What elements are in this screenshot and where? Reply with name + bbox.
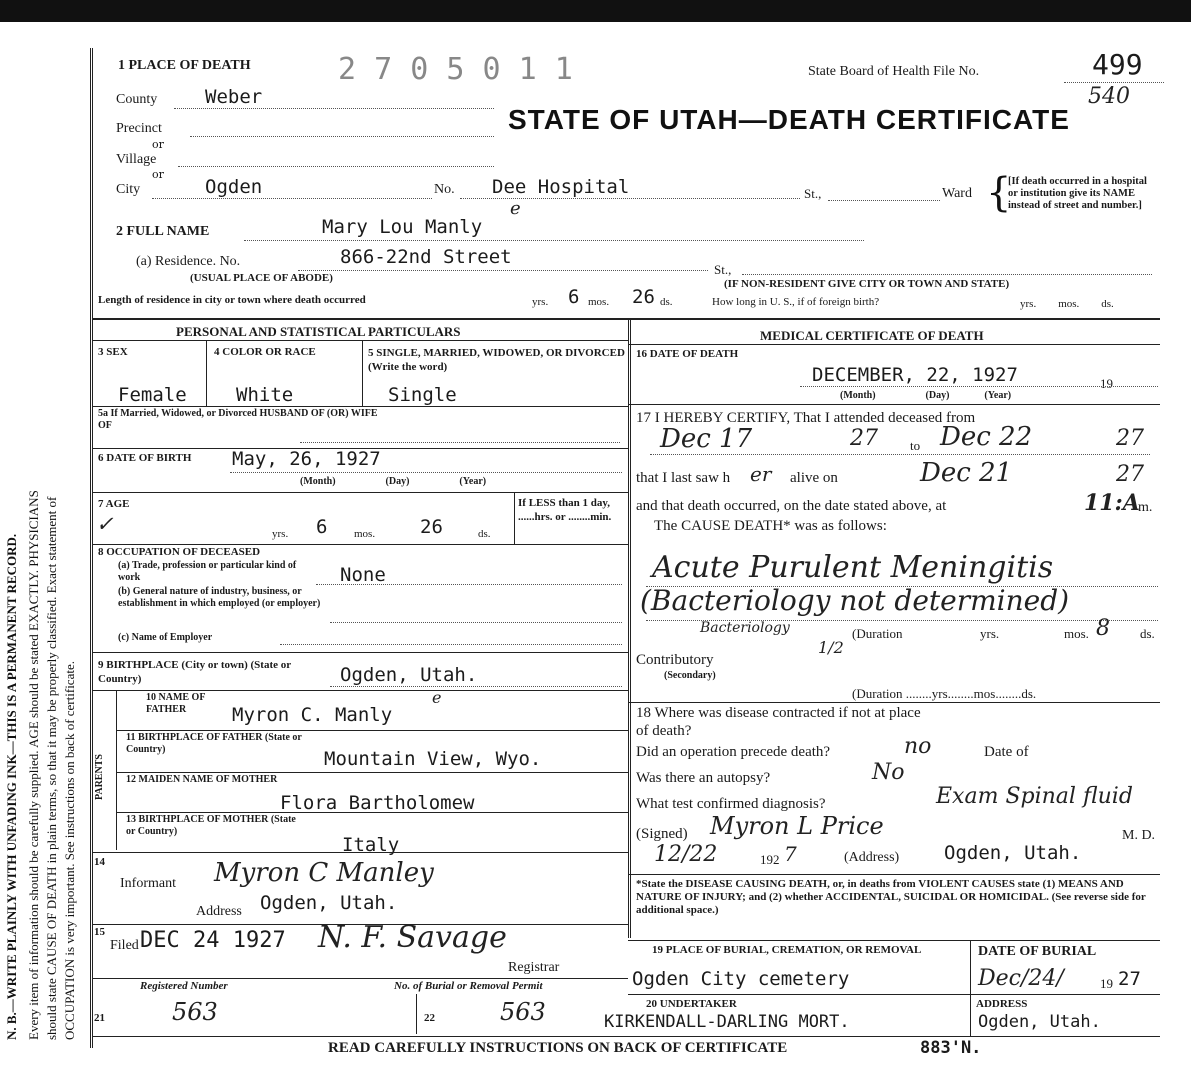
death-occurred-label: and that death occurred, on the date stated above, at (636, 498, 947, 514)
occ-line-b (330, 622, 622, 623)
city-label: City (116, 182, 141, 197)
side-note-3: should state CAUSE OF DEATH in plain terms, so that it may be properly classified. Exact statement of (44, 496, 59, 1040)
father-birthplace-value: Mountain View, Wyo. (324, 748, 542, 770)
length-ds-value: 26 (632, 286, 655, 308)
signed-label: (Signed) (636, 826, 688, 842)
undertaker-value: KIRKENDALL-DARLING MORT. (604, 1012, 850, 1032)
race-value: White (236, 384, 294, 406)
st-label: St., (804, 186, 822, 201)
autopsy-label: Was there an autopsy? (636, 770, 771, 786)
length-residence-label: Length of residence in city or town where death occurred (98, 294, 366, 306)
occupation-value: None (340, 564, 386, 586)
rule-6 (92, 652, 628, 653)
sex-value: Female (118, 384, 187, 406)
age-label: 7 AGE (98, 498, 130, 510)
age-check: ✓ (96, 512, 114, 536)
spouse-line (300, 442, 620, 443)
med-rule-4 (628, 874, 1160, 875)
age-mos: mos. (354, 528, 376, 540)
occupation-label: 8 OCCUPATION OF DECEASED (98, 546, 261, 558)
race-label: 4 COLOR OR RACE (214, 346, 316, 358)
duration-mos-value: 8 (1096, 616, 1110, 641)
sex-label: 3 SEX (98, 346, 128, 358)
us-units: yrs. mos. ds. (1020, 298, 1114, 310)
occupation-c-label: (c) Name of Employer (118, 632, 213, 643)
occ-line-c (280, 644, 622, 645)
ward-note: [If death occurred in a hospital or institution give its NAME instead of street and number.] (1008, 176, 1147, 211)
informant-no: 14 (94, 856, 105, 868)
rule-10 (116, 812, 628, 813)
rule-8 (116, 730, 628, 731)
or-2: or (152, 168, 164, 181)
place-of-death-label: 1 PLACE OF DEATH (118, 58, 251, 73)
parents-label: PARENTS (94, 754, 105, 800)
usual-abode-label: (USUAL PLACE OF ABODE) (190, 272, 333, 284)
length-ds: ds. (660, 296, 673, 308)
physician-signature: Myron L Price (710, 812, 884, 840)
county-line (174, 108, 494, 109)
village-line (178, 166, 494, 167)
duration-mos: mos. (1064, 626, 1089, 641)
full-name-value: Mary Lou Manly (322, 216, 483, 238)
physician-address: Ogden, Utah. (944, 842, 1082, 864)
age-ds: ds. (478, 528, 491, 540)
sign-date: 12/22 (654, 842, 718, 867)
burial-date: Dec/24/ (978, 966, 1064, 991)
duration-note: 1/2 (818, 638, 844, 657)
sex-divider (206, 340, 207, 406)
side-note-1: N. B.—WRITE PLAINLY WITH UNFADING INK—THIS IS A PERMANENT RECORD. (4, 533, 19, 1040)
rule-4 (92, 492, 628, 493)
occupation-a-label: (a) Trade, profession or particular kind of work (118, 560, 297, 583)
length-mos: mos. (588, 296, 610, 308)
sign-year: 7 (784, 842, 797, 866)
operation-label: Did an operation precede death? (636, 744, 831, 760)
registered-prefix: 21 (94, 1012, 105, 1024)
medical-heading: MEDICAL CERTIFICATE OF DEATH (760, 328, 984, 343)
race-divider (362, 340, 363, 406)
registrar-signature: N. F. Savage (318, 920, 507, 955)
md-label: M. D. (1122, 828, 1156, 843)
attended-to-year: 27 (1116, 426, 1144, 451)
footer-stamp: 883'N. (920, 1038, 982, 1058)
undertaker-label: 20 UNDERTAKER (646, 998, 737, 1010)
operation-value: no (904, 734, 932, 759)
dob-value: May, 26, 1927 (232, 448, 381, 470)
city-value: Ogden (205, 176, 263, 198)
burial-permit-label: No. of Burial or Removal Permit (394, 980, 543, 992)
residence-label: (a) Residence. No. (136, 254, 241, 269)
spouse-label: 5a If Married, Widowed, or Divorced HUSBAND OF (OR) WIFE OF (98, 408, 378, 431)
cause-primary: Acute Purulent Meningitis (652, 550, 1054, 585)
mother-value: Flora Bartholomew (280, 792, 475, 814)
alive-on-date: Dec 21 (920, 458, 1013, 488)
father-label: 10 NAME OF FATHER (146, 692, 206, 715)
mother-birthplace-value: Italy (342, 834, 400, 856)
father-value: Myron C. Manly (232, 704, 393, 726)
contributory-duration: (Duration ........yrs........mos........ds. (852, 686, 1037, 701)
age-divider (514, 492, 515, 544)
med-rule-5 (628, 940, 1160, 941)
birthplace-line (330, 686, 622, 687)
rule-5 (92, 544, 628, 545)
attended-line (650, 454, 1150, 455)
dod-label: 16 DATE OF DEATH (636, 348, 739, 360)
burial-year-label: 19 (1100, 976, 1113, 991)
street-no-label: No. (434, 182, 455, 197)
us-label: How long in U. S., if of foreign birth? (712, 296, 880, 308)
attended-to: Dec 22 (940, 422, 1033, 452)
test-label: What test confirmed diagnosis? (636, 796, 826, 812)
nonres-note: (IF NON-RESIDENT GIVE CITY OR TOWN AND STATE) (724, 278, 1010, 290)
name-correction: e (510, 198, 521, 219)
age-ds-value: 26 (420, 516, 443, 538)
rule-1 (92, 340, 628, 341)
autopsy-value: No (872, 760, 905, 785)
filed-no: 15 (94, 926, 105, 938)
registrar-label: Registrar (508, 960, 560, 975)
residence-st-label: St., (714, 262, 732, 277)
full-name-label: 2 FULL NAME (116, 224, 210, 239)
secondary-label: (Secondary) (664, 670, 716, 681)
age-mos-value: 6 (316, 516, 328, 538)
length-yrs: yrs. (532, 296, 549, 308)
residence-value: 866-22nd Street (340, 246, 512, 268)
registered-number: 563 (172, 998, 218, 1026)
birthplace-label: 9 BIRTHPLACE (City or town) (State or Country) (98, 659, 291, 685)
ward-line (828, 200, 940, 201)
reg-divider (416, 994, 417, 1034)
dod-19: 19 (1100, 376, 1113, 391)
dod-value: DECEMBER, 22, 1927 (812, 364, 1018, 386)
burial-address-label: ADDRESS (976, 998, 1028, 1010)
mother-birthplace-label: 13 BIRTHPLACE OF MOTHER (State or Country) (126, 814, 296, 837)
age-yrs: yrs. (272, 528, 289, 540)
length-mos-value: 6 (568, 286, 580, 308)
certify-label: 17 I HEREBY CERTIFY, That I attended deceased from (636, 410, 976, 426)
test-value: Exam Spinal fluid (936, 784, 1133, 809)
less-than-label: If LESS than 1 day, ......hrs. or ........min. (518, 497, 612, 523)
dob-line (230, 472, 622, 473)
city-line (152, 198, 432, 199)
last-saw-her: er (750, 462, 772, 486)
side-note-2: Every item of information should be carefully supplied. AGE should be stated EXACTLY. PHYSICIANS (26, 490, 41, 1040)
burial-prefix: 22 (424, 1012, 435, 1024)
nonres-line (742, 274, 1152, 275)
cause-bacteriology: Bacteriology (700, 620, 790, 636)
filed-date: DEC 24 1927 (140, 928, 286, 953)
father-correction: e (432, 688, 442, 707)
rule-7 (92, 690, 628, 691)
cause-secondary-note: (Bacteriology not determined) (640, 584, 1070, 617)
dod-units: (Month) (Day) (Year) (840, 390, 1012, 401)
burial-address: Ogden, Utah. (978, 1012, 1101, 1032)
med-rule-3 (628, 702, 1160, 703)
alt-file-no: 540 (1088, 84, 1130, 109)
certificate-title: STATE OF UTAH—DEATH CERTIFICATE (508, 104, 1070, 135)
dob-label: 6 DATE OF BIRTH (98, 452, 192, 464)
birthplace-value: Ogden, Utah. (340, 664, 478, 686)
cause-footnote: *State the DISEASE CAUSING DEATH, or, in deaths from VIOLENT CAUSES state (1) MEANS AND NATURE OF INJURY; and (2) whether ACCIDENTAL, SUICIDAL OR HOMICIDAL. (See reverse side for additional space.) (636, 878, 1146, 916)
death-time: 11:A (1084, 490, 1140, 516)
ward-label: Ward (942, 186, 972, 201)
side-note-4: OCCUPATION is very important. See instructions on back of certificate. (62, 661, 77, 1040)
file-no-line (1064, 82, 1164, 83)
contracted-label: 18 Where was disease contracted if not at place of death? (636, 705, 921, 739)
dob-units: (Month) (Day) (Year) (300, 476, 487, 487)
med-rule-6 (628, 994, 1160, 995)
burial-year: 27 (1118, 968, 1141, 990)
duration-label: (Duration (852, 626, 903, 641)
rule-2 (92, 406, 628, 407)
rule-13 (92, 978, 628, 979)
burial-permit-number: 563 (500, 998, 546, 1026)
occupation-b-label: (b) General nature of industry, business, or establishment in which employed (or employer) (118, 586, 321, 609)
precinct-line (190, 136, 494, 137)
or-1: or (152, 138, 164, 151)
parents-divider (116, 690, 117, 850)
med-rule-1 (628, 344, 1160, 345)
informant-address-label: Address (196, 904, 242, 919)
contributory-label: Contributory (636, 652, 714, 668)
footer-instructions: READ CAREFULLY INSTRUCTIONS ON BACK OF CERTIFICATE (328, 1040, 788, 1056)
precinct-label: Precinct (116, 121, 162, 136)
alive-on-label: alive on (790, 470, 838, 486)
mother-label: 12 MAIDEN NAME OF MOTHER (126, 774, 278, 785)
main-top-rule (92, 318, 1160, 320)
sign-year-label: 192 (760, 852, 780, 867)
father-birthplace-label: 11 BIRTHPLACE OF FATHER (State or Country) (126, 732, 302, 755)
registered-number-label: Registered Number (140, 980, 228, 992)
file-no: 499 (1092, 48, 1143, 81)
personal-heading: PERSONAL AND STATISTICAL PARTICULARS (176, 324, 461, 339)
bottom-rule (92, 1036, 1160, 1037)
informant-label: Informant (120, 876, 176, 891)
informant-signature: Myron C Manley (214, 858, 434, 888)
ward-brace: { (986, 170, 1012, 216)
attended-from: Dec 17 (660, 424, 753, 454)
village-label: Village (116, 152, 157, 167)
rule-11 (92, 852, 628, 853)
burial-place: Ogden City cemetery (632, 968, 850, 990)
cause-label: The CAUSE DEATH* was as follows: (654, 518, 887, 534)
name-line (244, 240, 864, 241)
scan-top-border (0, 0, 1191, 22)
last-saw-label: that I last saw h (636, 470, 731, 486)
county-label: County (116, 92, 158, 107)
marital-label: 5 SINGLE, MARRIED, WIDOWED, OR DIVORCED (Write the word) (368, 347, 625, 373)
center-divider (628, 318, 631, 938)
burial-date-label: DATE OF BURIAL (978, 944, 1097, 959)
stamp-number: 2 7 0 5 0 1 1 (338, 52, 573, 87)
operation-date-label: Date of (984, 744, 1029, 760)
county-value: Weber (205, 86, 263, 108)
burial-divider (970, 940, 971, 1036)
occ-line-a (316, 584, 622, 585)
alive-on-year: 27 (1116, 462, 1144, 487)
street-no-value: Dee Hospital (492, 176, 630, 198)
file-no-label: State Board of Health File No. (808, 64, 980, 79)
dod-line (800, 386, 1158, 387)
attended-from-year: 27 (850, 426, 878, 451)
filed-label: Filed (110, 938, 139, 953)
residence-line (298, 270, 708, 271)
left-border (90, 48, 93, 1048)
to-label: to (910, 438, 921, 453)
informant-address: Ogden, Utah. (260, 892, 398, 914)
death-time-m: m. (1138, 500, 1153, 515)
physician-address-label: (Address) (844, 850, 900, 865)
med-rule-2 (628, 404, 1160, 405)
duration-ds: ds. (1140, 626, 1155, 641)
burial-place-label: 19 PLACE OF BURIAL, CREMATION, OR REMOVAL (652, 944, 922, 956)
duration-yrs: yrs. (980, 626, 1000, 641)
marital-value: Single (388, 384, 457, 406)
rule-9 (116, 772, 628, 773)
